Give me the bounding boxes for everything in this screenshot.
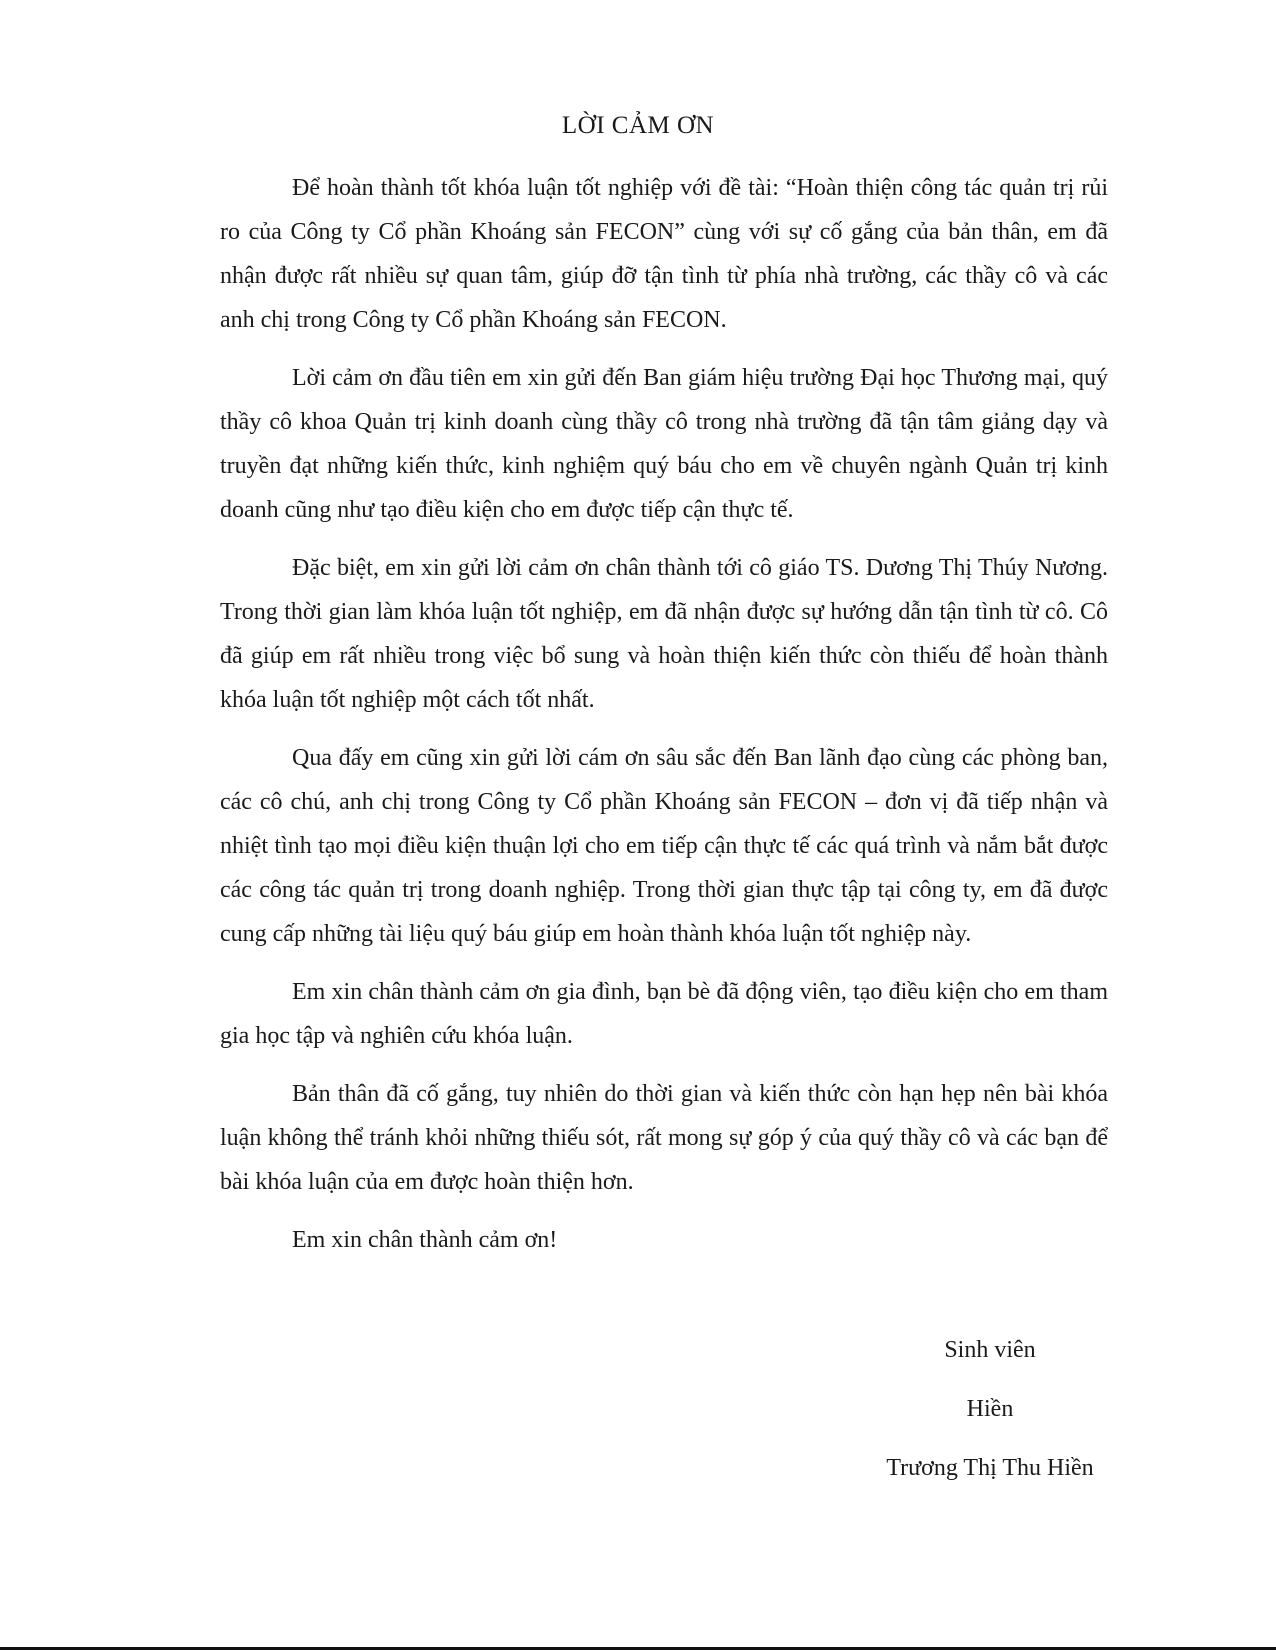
signature-mark: Hiền xyxy=(966,1396,1014,1422)
paragraph-1: Để hoàn thành tốt khóa luận tốt nghiệp với đề tài: “Hoàn thiện công tác quản trị rủi ro của Công ty Cổ phần Khoáng sản FECON” cùng với sự cố gắng của bản thân, em đã nhận được rất nhiều sự quan tâm, giúp đỡ tận tình từ phía nhà trường, các thầy cô và các anh chị trong Công ty Cổ phần Khoáng sản FECON. xyxy=(220,175,1108,333)
paragraph-3: Đặc biệt, em xin gửi lời cảm ơn chân thành tới cô giáo TS. Dương Thị Thúy Nương. Trong thời gian làm khóa luận tốt nghiệp, em đã nhận được sự hướng dẫn tận tình từ cô. Cô đã giúp em rất nhiều trong việc bổ sung và hoàn thiện kiến thức còn thiếu để hoàn thành khóa luận tốt nghiệp một cách tốt nhất. xyxy=(220,555,1108,713)
paragraph-2: Lời cảm ơn đầu tiên em xin gửi đến Ban giám hiệu trường Đại học Thương mại, quý thầy cô khoa Quản trị kinh doanh cùng thầy cô trong nhà trường đã tận tâm giảng dạy và truyền đạt những kiến thức, kinh nghiệm quý báu cho em về chuyên ngành Quản trị kinh doanh cũng như tạo điều kiện cho em được tiếp cận thực tế. xyxy=(220,365,1108,523)
signature-role: Sinh viên xyxy=(944,1337,1036,1363)
paragraph-7: Em xin chân thành cảm ơn! xyxy=(292,1227,558,1253)
bottom-divider xyxy=(0,1647,1276,1650)
paragraph-5: Em xin chân thành cảm ơn gia đình, bạn bè đã động viên, tạo điều kiện cho em tham gia học tập và nghiên cứu khóa luận. xyxy=(220,979,1108,1049)
signature-name: Trương Thị Thu Hiền xyxy=(886,1455,1094,1481)
acknowledgement-body xyxy=(220,166,1108,1276)
paragraph-4: Qua đấy em cũng xin gửi lời cám ơn sâu sắc đến Ban lãnh đạo cùng các phòng ban, các cô chú, anh chị trong Công ty Cổ phần Khoáng sản FECON – đơn vị đã tiếp nhận và nhiệt tình tạo mọi điều kiện thuận lợi cho em tiếp cận thực tế các quá trình và nắm bắt được các công tác quản trị trong doanh nghiệp. Trong thời gian thực tập tại công ty, em đã được cung cấp những tài liệu quý báu giúp em hoàn thành khóa luận tốt nghiệp này. xyxy=(220,745,1108,947)
paragraph-6: Bản thân đã cố gắng, tuy nhiên do thời gian và kiến thức còn hạn hẹp nên bài khóa luận không thể tránh khỏi những thiếu sót, rất mong sự góp ý của quý thầy cô và các bạn để bài khóa luận của em được hoàn thiện hơn. xyxy=(220,1081,1108,1195)
page-title: LỜI CẢM ƠN xyxy=(561,112,715,139)
